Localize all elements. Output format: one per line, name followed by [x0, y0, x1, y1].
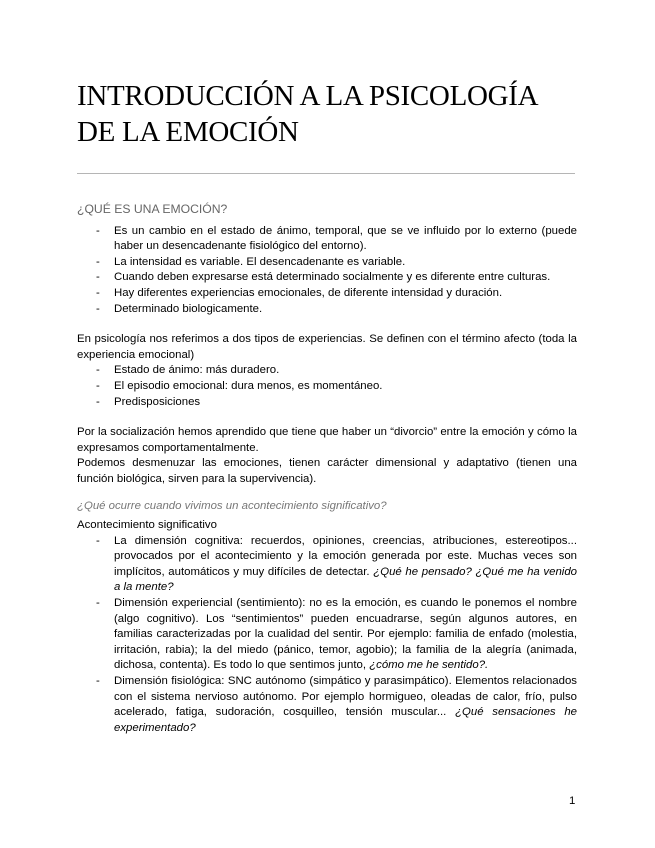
list-item: - Estado de ánimo: más duradero.: [77, 363, 577, 379]
paragraph-affect: En psicología nos referimos a dos tipos de experiencias. Se definen con el término afecto (toda la experiencia emocional): [77, 333, 577, 361]
paragraph-dimensions: Podemos desmenuzar las emociones, tienen carácter dimensional y adaptativo (tienen una función biológica, sirven para la supervivencia).: [77, 457, 577, 485]
list-item: - Es un cambio en el estado de ánimo, temporal, que se ve influido por lo externo (puede haber un desencadenante fisiológico del entorno).: [77, 224, 577, 255]
list-item: - Hay diferentes experiencias emocionales, de diferente intensidad y duración.: [77, 286, 577, 302]
title-line-2: DE LA EMOCIÓN: [77, 116, 299, 148]
paragraph-socialization: Por la socialización hemos aprendido que tiene que haber un “divorcio” entre la emoción y cómo la expresamos comportamentalmente.: [77, 426, 577, 454]
document-body: [77, 202, 577, 736]
paragraph-significant-event: Acontecimiento significativo: [77, 519, 217, 532]
list-item: - El episodio emocional: dura menos, es momentáneo.: [77, 379, 577, 395]
page-number: 1: [569, 795, 576, 807]
section-heading-significant-event: ¿Qué ocurre cuando vivimos un acontecimiento significativo?: [77, 499, 387, 512]
title-divider: [77, 173, 575, 174]
title-line-1: INTRODUCCIÓN A LA PSICOLOGÍA: [77, 80, 539, 112]
list-item: [77, 534, 577, 596]
list-item: - Predisposiciones: [77, 395, 577, 411]
item-text: Dimensión experiencial (sentimiento): no es la emoción, es cuando le ponemos el nombre (algo cognitivo). Los “sentimientos” pueden encuadrarse, según algunos autores, en familias caracterizadas por la cualidad del sentir. Por ejemplo: familia de enfado (molestia, irritación, rabia); la del miedo (pánico, temor, agobio); la familia de la alegría (animada, dichosa, contenta). Es todo lo que sentimos junto,: [114, 597, 577, 672]
list-item: - La intensidad es variable. El desencadenante es variable.: [77, 255, 577, 271]
item-question: ¿cómo me he sentido?.: [369, 659, 489, 672]
list-item: [77, 674, 577, 736]
experience-types-list: [77, 363, 577, 410]
item-text: Dimensión fisiológica: SNC autónomo (simpático y parasimpático). Elementos relacionados con el sistema nervioso autónomo. Por ejemplo hormigueo, oleadas de calor, frío, pulso acelerado, fatiga, sudoración, cosquilleo, tensión muscular...: [114, 675, 577, 719]
emotion-definition-list: [77, 224, 577, 318]
list-item: - Determinado biologicamente.: [77, 302, 577, 318]
dimensions-list: [77, 534, 577, 737]
item-text: La dimensión cognitiva: recuerdos, opiniones, creencias, atribuciones, estereotipos... provocados por el acontecimiento y la emoción generada por este. Muchas veces son implícitos, automáticos y muy difíciles de detectar.: [114, 534, 577, 578]
item-question: ¿Qué he pensado? ¿Qué me ha venido a la mente?: [114, 565, 577, 594]
list-item: - Cuando deben expresarse está determinado socialmente y es diferente entre culturas.: [77, 270, 577, 286]
section-heading-what-is-emotion: ¿QUÉ ES UNA EMOCIÓN?: [77, 202, 228, 216]
list-item: [77, 596, 577, 674]
page-title: [77, 78, 597, 150]
item-question: ¿Qué sensaciones he experimentado?: [114, 706, 577, 734]
